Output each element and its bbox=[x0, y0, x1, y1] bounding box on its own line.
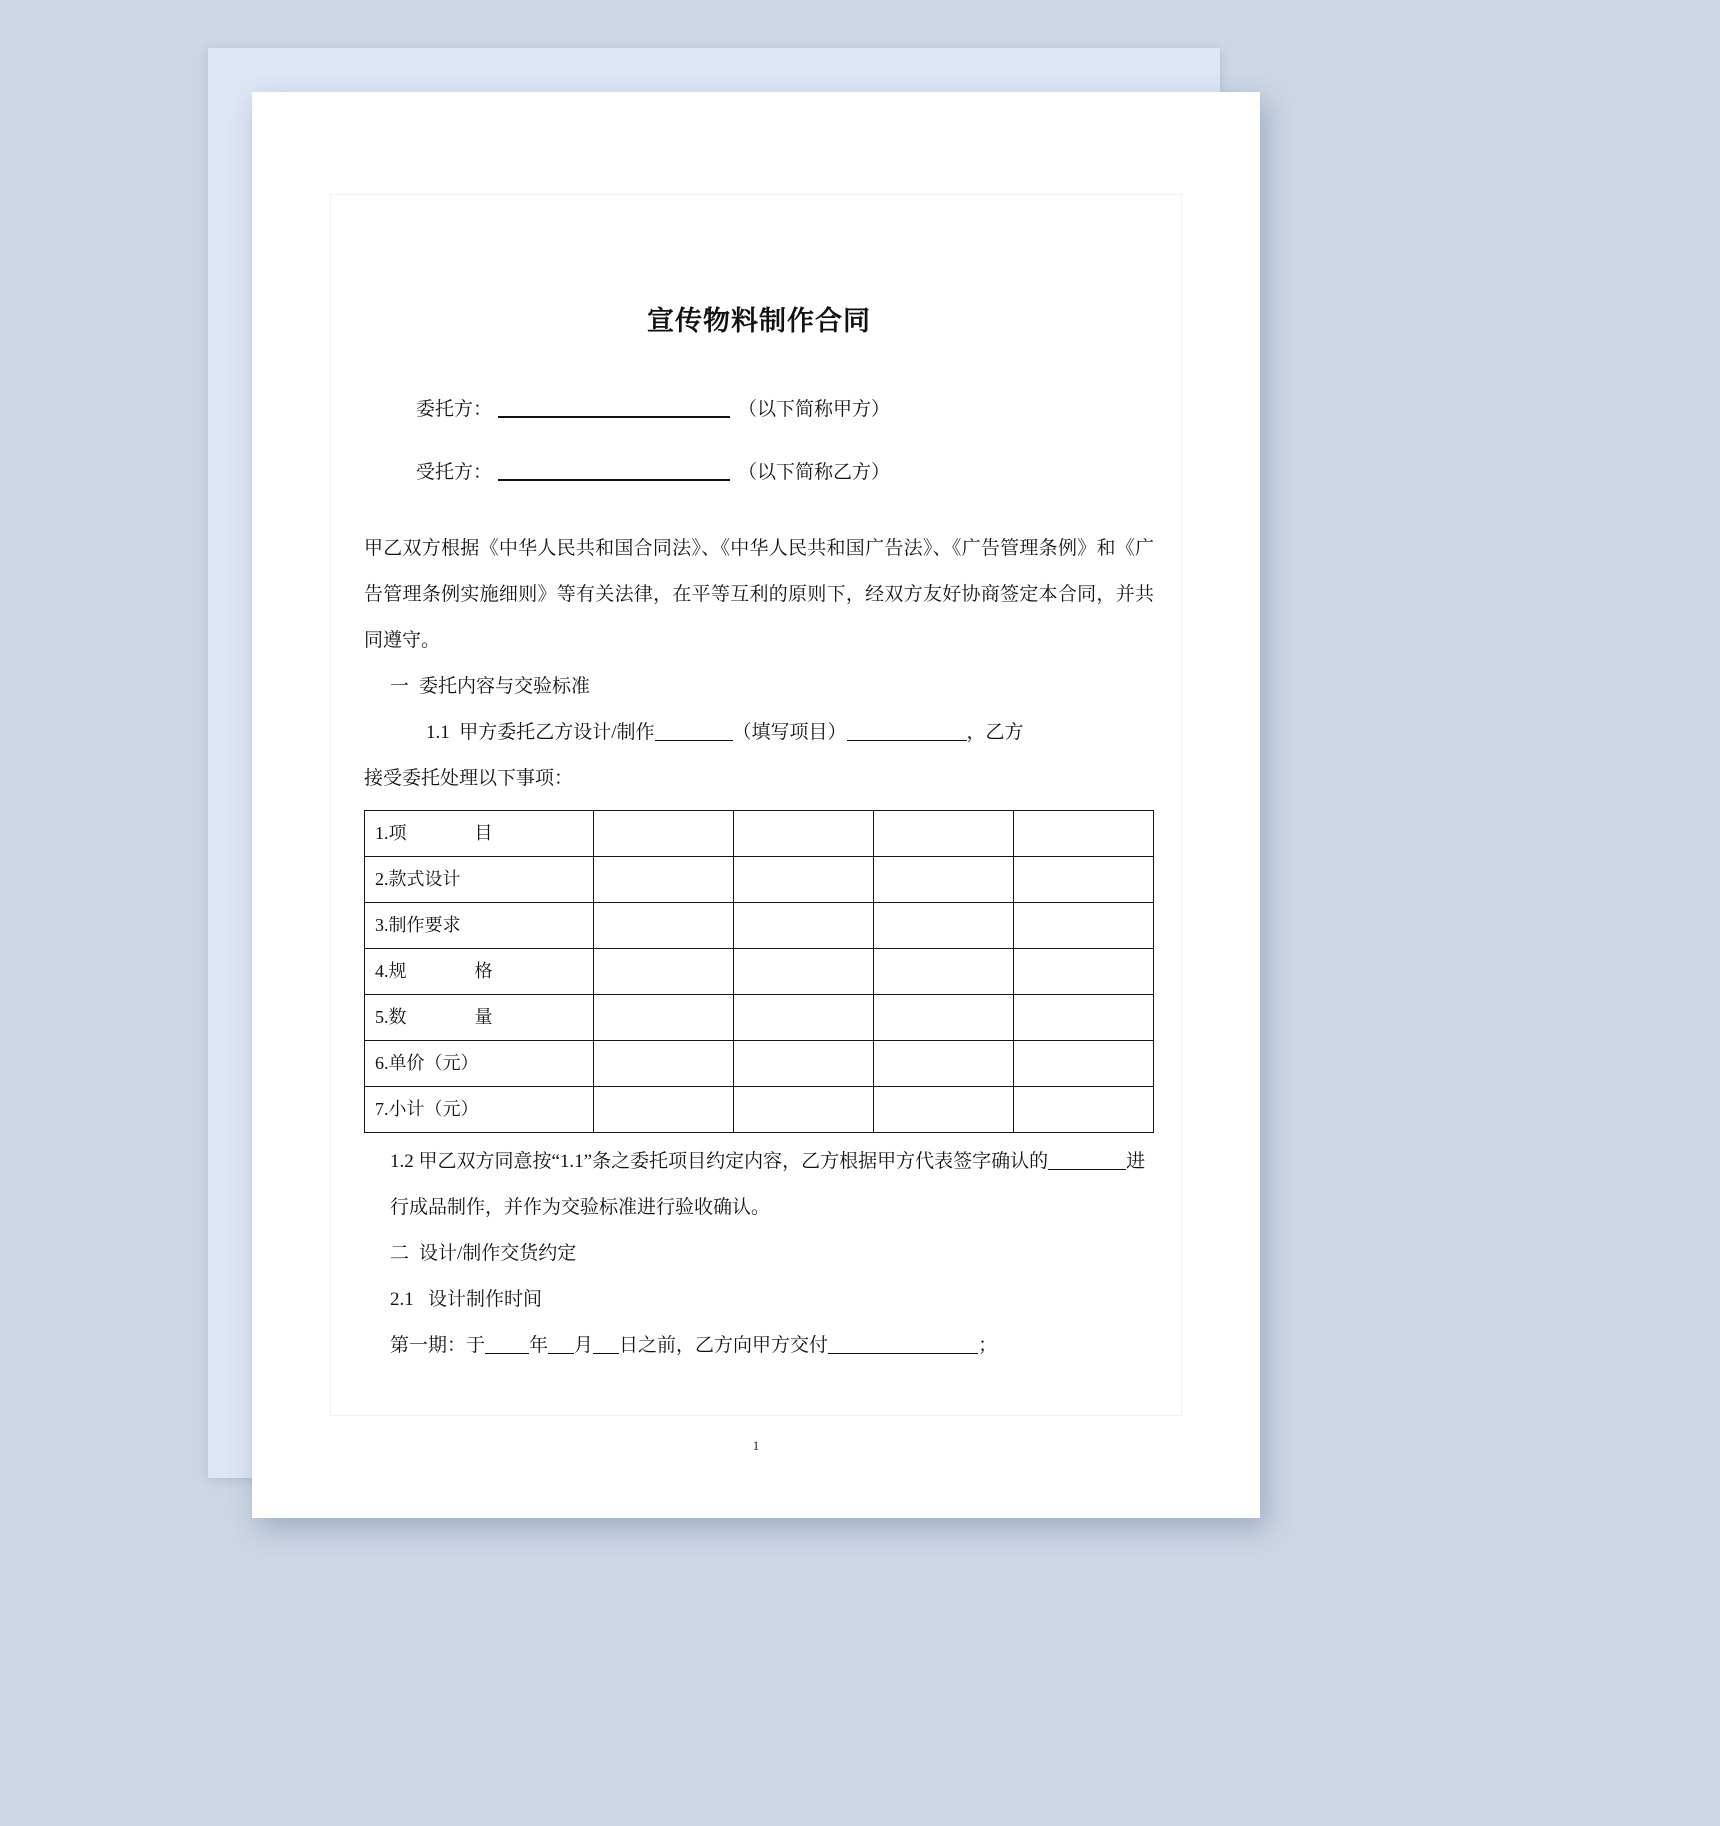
table-cell-blank[interactable] bbox=[873, 857, 1013, 903]
table-cell-blank[interactable] bbox=[873, 1041, 1013, 1087]
table-row bbox=[365, 903, 1154, 949]
phase-one-terminator: ； bbox=[978, 1335, 998, 1357]
document-page bbox=[252, 92, 1260, 1518]
clause-2-1 bbox=[364, 1277, 1154, 1323]
table-cell-blank[interactable] bbox=[1013, 1041, 1153, 1087]
phase-one-year-blank[interactable] bbox=[485, 1353, 529, 1354]
row-label-prefix: 6. bbox=[375, 1053, 389, 1074]
table-cell-blank[interactable] bbox=[873, 903, 1013, 949]
table-row bbox=[365, 1041, 1154, 1087]
clause-1-2-blank[interactable] bbox=[1048, 1169, 1126, 1170]
row-label-a: 制作要求 bbox=[388, 915, 461, 936]
row-label-prefix: 5. bbox=[375, 1007, 389, 1028]
preamble-paragraph: 甲乙双方根据《中华人民共和国合同法》、《中华人民共和国广告法》、《广告管理条例》和《广告管理条例实施细则》等有关法律，在平等互利的原则下，经双方友好协商签定本合同，并共同遵守。 bbox=[364, 538, 1154, 652]
row-label-prefix: 7. bbox=[375, 1099, 389, 1120]
row-label-b: 目 bbox=[474, 823, 493, 844]
contractor-label: 受托方： bbox=[416, 462, 493, 484]
phase-one-label: 第一期：于 bbox=[390, 1335, 486, 1357]
contractor-fill-blank[interactable] bbox=[498, 479, 730, 481]
table-row bbox=[365, 949, 1154, 995]
row-label-a: 项 bbox=[388, 823, 407, 844]
clause-1-1-blank-right[interactable] bbox=[847, 740, 967, 741]
clause-1-1-blank-left[interactable] bbox=[655, 740, 733, 741]
page-number-footer: 1 bbox=[752, 1438, 760, 1453]
row-label-a: 规 bbox=[388, 961, 407, 982]
clause-1-1 bbox=[364, 710, 1154, 756]
table-cell-blank[interactable] bbox=[733, 1087, 873, 1133]
section-two-number: 二 bbox=[390, 1243, 410, 1265]
table-cell-blank[interactable] bbox=[593, 857, 733, 903]
table-cell-blank[interactable] bbox=[873, 995, 1013, 1041]
row-label-a: 小计（元） bbox=[388, 1099, 479, 1120]
row-label-spread bbox=[389, 995, 493, 1040]
row-label-prefix: 1. bbox=[375, 823, 389, 844]
table-cell-blank[interactable] bbox=[733, 1041, 873, 1087]
clause-1-2 bbox=[364, 1139, 1154, 1231]
client-party-line bbox=[364, 400, 1154, 419]
phase-one-line bbox=[364, 1323, 1154, 1369]
parties-block bbox=[364, 400, 1154, 482]
phase-one-unit-year: 年 bbox=[529, 1335, 549, 1357]
clause-1-1-text-after: ，乙方 bbox=[966, 722, 1024, 744]
table-cell-blank[interactable] bbox=[1013, 857, 1153, 903]
table-row bbox=[365, 1087, 1154, 1133]
table-cell-blank[interactable] bbox=[733, 857, 873, 903]
section-one-number: 一 bbox=[390, 676, 410, 698]
table-cell-blank[interactable] bbox=[593, 1041, 733, 1087]
row-label-a: 款式设计 bbox=[388, 869, 461, 890]
row-label-b: 格 bbox=[474, 961, 493, 982]
row-label-a: 单价（元） bbox=[388, 1053, 479, 1074]
table-cell-blank[interactable] bbox=[1013, 903, 1153, 949]
phase-one-day-blank[interactable] bbox=[593, 1353, 619, 1354]
row-label-spread bbox=[389, 811, 493, 856]
table-cell-blank[interactable] bbox=[733, 811, 873, 857]
table-row-label bbox=[365, 811, 594, 857]
table-cell-blank[interactable] bbox=[593, 995, 733, 1041]
table-cell-blank[interactable] bbox=[593, 1087, 733, 1133]
table-row-label bbox=[365, 857, 594, 903]
phase-one-deliverable-blank[interactable] bbox=[828, 1353, 978, 1354]
table-row bbox=[365, 995, 1154, 1041]
table-cell-blank[interactable] bbox=[733, 949, 873, 995]
table-row-label bbox=[365, 903, 594, 949]
phase-one-month-blank[interactable] bbox=[548, 1353, 574, 1354]
row-label-prefix: 4. bbox=[375, 961, 389, 982]
table-row bbox=[365, 811, 1154, 857]
clause-1-1-inline-note: （填写项目） bbox=[732, 722, 847, 744]
table-cell-blank[interactable] bbox=[873, 811, 1013, 857]
row-label-a: 数 bbox=[388, 1007, 407, 1028]
row-label-spread bbox=[389, 949, 493, 994]
table-row bbox=[365, 857, 1154, 903]
table-cell-blank[interactable] bbox=[873, 1087, 1013, 1133]
table-cell-blank[interactable] bbox=[593, 811, 733, 857]
phase-one-unit-day: 日之前，乙方向甲方交付 bbox=[619, 1335, 829, 1357]
commission-items-table bbox=[364, 810, 1154, 1133]
row-label-prefix: 2. bbox=[375, 869, 389, 890]
row-label-prefix: 3. bbox=[375, 915, 389, 936]
section-two-heading bbox=[364, 1231, 1154, 1277]
table-cell-blank[interactable] bbox=[733, 903, 873, 949]
clause-2-1-title: 设计制作时间 bbox=[428, 1289, 543, 1311]
commission-items-table-body bbox=[365, 811, 1154, 1133]
section-one-title: 委托内容与交验标准 bbox=[419, 676, 591, 698]
clause-1-1-continuation: 接受委托处理以下事项： bbox=[364, 768, 574, 790]
row-label-b: 量 bbox=[474, 1007, 493, 1028]
page-title: 宣传物料制作合同 bbox=[647, 306, 871, 337]
phase-one-unit-month: 月 bbox=[574, 1335, 594, 1357]
table-cell-blank[interactable] bbox=[733, 995, 873, 1041]
contractor-party-line bbox=[364, 463, 1154, 482]
client-note: （以下简称甲方） bbox=[738, 399, 891, 421]
clause-1-2-text-before: 甲乙双方同意按“1.1”条之委托项目约定内容，乙方根据甲方代表签字确认的 bbox=[418, 1151, 1049, 1173]
table-row-label bbox=[365, 1041, 594, 1087]
clause-1-1-text-before: 甲方委托乙方设计/制作 bbox=[459, 722, 655, 744]
table-cell-blank[interactable] bbox=[1013, 949, 1153, 995]
table-row-label bbox=[365, 1087, 594, 1133]
table-cell-blank[interactable] bbox=[873, 949, 1013, 995]
table-cell-blank[interactable] bbox=[1013, 811, 1153, 857]
clause-1-2-text-after: 进行成品制作，并作为交验标准进行验收确认。 bbox=[390, 1151, 1146, 1219]
table-cell-blank[interactable] bbox=[593, 949, 733, 995]
section-one-heading bbox=[364, 664, 1154, 710]
table-row-label bbox=[365, 995, 594, 1041]
clause-1-2-number: 1.2 bbox=[390, 1151, 414, 1173]
client-fill-blank[interactable] bbox=[498, 416, 730, 418]
clause-1-1-number: 1.1 bbox=[426, 722, 450, 744]
clause-2-1-number: 2.1 bbox=[390, 1289, 414, 1311]
table-cell-blank[interactable] bbox=[1013, 1087, 1153, 1133]
contractor-note: （以下简称乙方） bbox=[738, 462, 891, 484]
document-content bbox=[364, 220, 1154, 1369]
table-cell-blank[interactable] bbox=[593, 903, 733, 949]
table-row-label bbox=[365, 949, 594, 995]
table-cell-blank[interactable] bbox=[1013, 995, 1153, 1041]
client-label: 委托方： bbox=[416, 399, 493, 421]
section-two-title: 设计/制作交货约定 bbox=[419, 1243, 577, 1265]
